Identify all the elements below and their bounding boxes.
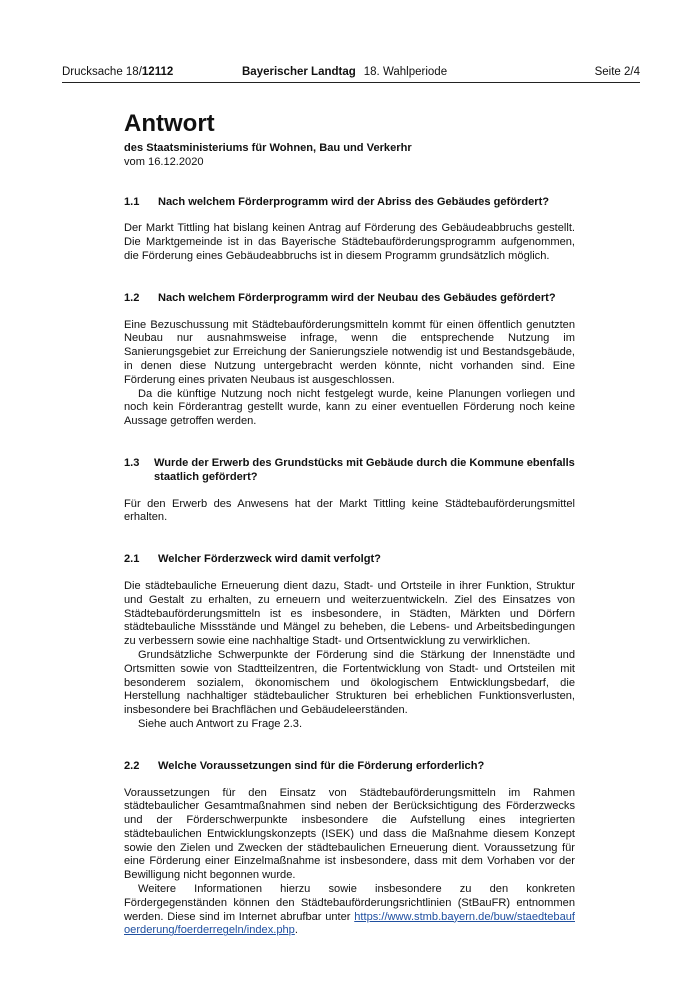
question-1-2: 1.2 Nach welchem Förderprogramm wird der Neubau des Gebäudes gefördert? <box>124 291 556 304</box>
answer-1-2-cont: Da die künftige Nutzung noch nicht festgelegt wurde, keine Planungen vorliegen und noch kein Förderantrag gestellt wurde, kann zu einer eventuellen Förderung noch keine Aussage getroffen werden. <box>124 387 575 428</box>
answer-1-1: Der Markt Tittling hat bislang keinen Antrag auf Förderung des Gebäudeabbruchs gestellt. Die Marktgemeinde ist in das Bayerische Städtebauförderungsprogramm aufgenommen, die Förderung eines Gebäudeabbruchs ist in diesem Programm grundsätzlich möglich. <box>124 222 575 262</box>
page-header <box>62 62 640 83</box>
question-1-1: 1.1 Nach welchem Förderprogramm wird der Abriss des Gebäudes gefördert? <box>124 195 550 208</box>
page-number: Seite 2/4 <box>594 66 640 78</box>
stbaufr-link[interactable]: https://www.stmb.bayern.de/buw/staedtebaufoerderung/foerderregeln/index.php <box>124 910 575 937</box>
document-body <box>124 110 575 938</box>
question-2-2: 2.2 Welche Voraussetzungen sind für die Förderung erforderlich? <box>124 759 485 772</box>
answer-2-1-ref: Siehe auch Antwort zu Frage 2.3. <box>138 717 303 730</box>
answer-2-2-cont: Weitere Informationen hierzu sowie insbesondere zu den konkreten Fördergegenständen können den Städtebauförderungsrichtlinien (StBauFR) entnommen werden. Diese sind im Internet abrufbar unter https://www.stmb.bayern.de/buw/staedtebaufoerderung/foerderregeln/index.php. <box>124 883 575 937</box>
answer-2-1: Die städtebauliche Erneuerung dient dazu, Stadt- und Ortsteile in ihrer Funktion, Struktur und Gestalt zu erhalten, zu erneuern und weiterzuentwickeln. Ziel des Einsatzes von Städtebauförderungsmitteln ist es insbesondere, in Städten, Märkten und Dörfern städtebauliche Missstände und Mängel zu beheben, die Lebens- und Arbeitsbedingungen zu verbessern sowie eine nachhaltige Stadt- und Ortsentwicklung zu verwirklichen. <box>124 579 575 648</box>
document-number: Drucksache 18/12112 <box>62 66 174 78</box>
question-2-1: 2.1 Welcher Förderzweck wird damit verfolgt? <box>124 553 381 566</box>
document-subtitle: des Staatsministeriums für Wohnen, Bau und Verkerhr <box>124 142 412 154</box>
question-1-3: 1.3 Wurde der Erwerb des Grundstücks mit Gebäude durch die Kommune ebenfalls staatlich gefördert? <box>124 456 575 483</box>
parliament-name: Bayerischer Landtag 18. Wahlperiode <box>242 66 448 78</box>
answer-2-2: Voraussetzungen für den Einsatz von Städtebauförderungsmitteln im Rahmen städtebaulicher Gesamtmaßnahmen sind neben der Berücksichtigung des Förderzwecks und der Förderschwerpunkte insbesondere die Aufstellung eines integrierten städtebaulichen Entwicklungskonzepts (ISEK) und dass die Maßnahme diesem Konzept sowie den Zielen und Zwecken der städtebaulichen Erneuerung dient. Voraussetzung für eine Förderung einer Einzelmaßnahme ist insbesondere, dass mit dem Vorhaben vor der Bewilligung nicht begonnen wurde. <box>124 786 575 882</box>
document-date: vom 16.12.2020 <box>124 155 204 168</box>
answer-1-3: Für den Erwerb des Anwesens hat der Markt Tittling keine Städtebauförderungsmittel erhalten. <box>124 497 575 524</box>
page-title: Antwort <box>124 110 215 137</box>
answer-1-2: Eine Bezuschussung mit Städtebauförderungsmitteln kommt für einen öffentlich genutzten Neubau nur ausnahmsweise infrage, wenn die entsprechende Nutzung im Sanierungsgebiet zur Erreichung der Sanierungsziele notwendig ist und Bestandsgebäude, in denen diese Nutzung untergebracht werden könnte, nicht vorhanden sind. Eine Förderung eines privaten Neubaus ist ausgeschlossen. <box>124 318 575 386</box>
answer-2-1-cont: Grundsätzliche Schwerpunkte der Förderung sind die Stärkung der Innenstädte und Ortsmitten sowie von Stadtteilzentren, die Fortentwicklung von Stadt- und Ortsteilen mit besonderem sozialem, ökonomischem und ökologischem Entwicklungsbedarf, die Herstellung nachhaltiger städtebaulicher Strukturen bei erheblichen Funktionsverlusten, insbesondere bei Brachflächen und Gebäudeleerständen. <box>124 648 575 717</box>
